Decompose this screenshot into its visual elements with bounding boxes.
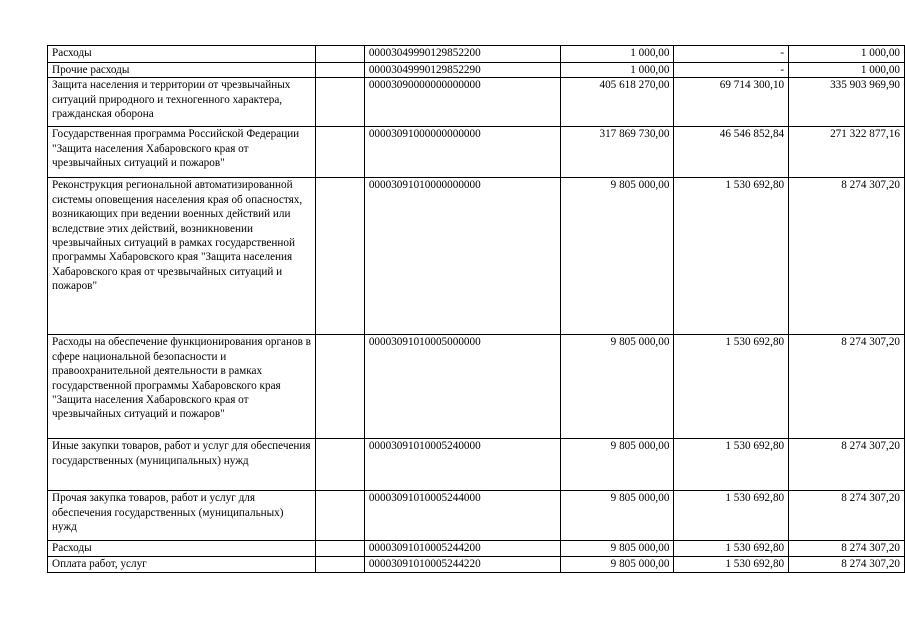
row-budget-code: 00003091010005244000: [364, 491, 561, 541]
row-budget-code: 00003091010005244220: [364, 557, 561, 573]
table-row: [48, 439, 905, 491]
row-line-code: [316, 541, 365, 557]
row-unexecuted: 1 000,00: [789, 46, 905, 63]
row-name: Реконструкция региональной автоматизированной системы оповещения населения края об опасностях, возникающих при ведении военных действий или вследствие этих действий, возникновении чрезвычайных ситуаций в рамках государственной программы Хабаровского края "Защита населения Хабаровского края от чрезвычайных ситуаций и пожаров": [48, 178, 316, 335]
row-executed: 1 530 692,80: [674, 557, 789, 573]
row-name: Иные закупки товаров, работ и услуг для обеспечения государственных (муниципальных) нужд: [48, 439, 316, 491]
row-executed: 1 530 692,80: [674, 178, 789, 335]
row-name: Расходы: [48, 541, 316, 557]
row-budget-code: 00003091010005240000: [364, 439, 561, 491]
row-unexecuted: 8 274 307,20: [789, 439, 905, 491]
row-line-code: [316, 491, 365, 541]
table-row: [48, 46, 905, 63]
row-name: Защита населения и территории от чрезвычайных ситуаций природного и техногенного характера, гражданская оборона: [48, 78, 316, 127]
row-budget-code: 00003049990129852200: [364, 46, 561, 63]
budget-execution-table: [47, 45, 905, 573]
row-line-code: [316, 78, 365, 127]
row-approved: 1 000,00: [561, 63, 674, 78]
row-executed: 46 546 852,84: [674, 127, 789, 178]
table-row: [48, 557, 905, 573]
row-executed: 69 714 300,10: [674, 78, 789, 127]
row-approved: 9 805 000,00: [561, 439, 674, 491]
row-name: Оплата работ, услуг: [48, 557, 316, 573]
row-line-code: [316, 46, 365, 63]
row-budget-code: 00003090000000000000: [364, 78, 561, 127]
row-unexecuted: 8 274 307,20: [789, 178, 905, 335]
row-executed: 1 530 692,80: [674, 439, 789, 491]
row-budget-code: 00003091010005244200: [364, 541, 561, 557]
table-row: [48, 127, 905, 178]
row-budget-code: 00003091010000000000: [364, 178, 561, 335]
row-line-code: [316, 557, 365, 573]
row-line-code: [316, 335, 365, 439]
row-budget-code: 00003091010005000000: [364, 335, 561, 439]
table-row: [48, 335, 905, 439]
row-approved: 9 805 000,00: [561, 557, 674, 573]
row-executed: -: [674, 46, 789, 63]
row-approved: 9 805 000,00: [561, 491, 674, 541]
table-row: [48, 78, 905, 127]
row-budget-code: 00003049990129852290: [364, 63, 561, 78]
row-line-code: [316, 63, 365, 78]
row-unexecuted: 1 000,00: [789, 63, 905, 78]
row-budget-code: 00003091000000000000: [364, 127, 561, 178]
row-approved: 9 805 000,00: [561, 335, 674, 439]
row-line-code: [316, 178, 365, 335]
row-unexecuted: 8 274 307,20: [789, 491, 905, 541]
row-approved: 317 869 730,00: [561, 127, 674, 178]
row-executed: 1 530 692,80: [674, 541, 789, 557]
row-approved: 9 805 000,00: [561, 541, 674, 557]
row-name: Прочая закупка товаров, работ и услуг для обеспечения государственных (муниципальных) нужд: [48, 491, 316, 541]
row-name: Расходы: [48, 46, 316, 63]
row-executed: 1 530 692,80: [674, 335, 789, 439]
row-unexecuted: 8 274 307,20: [789, 557, 905, 573]
row-approved: 405 618 270,00: [561, 78, 674, 127]
row-approved: 1 000,00: [561, 46, 674, 63]
row-name: Прочие расходы: [48, 63, 316, 78]
row-line-code: [316, 439, 365, 491]
row-unexecuted: 8 274 307,20: [789, 541, 905, 557]
row-unexecuted: 335 903 969,90: [789, 78, 905, 127]
table-row: [48, 491, 905, 541]
row-approved: 9 805 000,00: [561, 178, 674, 335]
row-line-code: [316, 127, 365, 178]
row-unexecuted: 8 274 307,20: [789, 335, 905, 439]
row-unexecuted: 271 322 877,16: [789, 127, 905, 178]
row-executed: -: [674, 63, 789, 78]
row-name: Государственная программа Российской Федерации "Защита населения Хабаровского края от чрезвычайных ситуаций и пожаров": [48, 127, 316, 178]
table-row: [48, 541, 905, 557]
table-row: [48, 63, 905, 78]
row-executed: 1 530 692,80: [674, 491, 789, 541]
row-name: Расходы на обеспечение функционирования органов в сфере национальной безопасности и правоохранительной деятельности в рамках государственной программы Хабаровского края "Защита населения Хабаровского края от чрезвычайных ситуаций и пожаров": [48, 335, 316, 439]
table-row: [48, 178, 905, 335]
